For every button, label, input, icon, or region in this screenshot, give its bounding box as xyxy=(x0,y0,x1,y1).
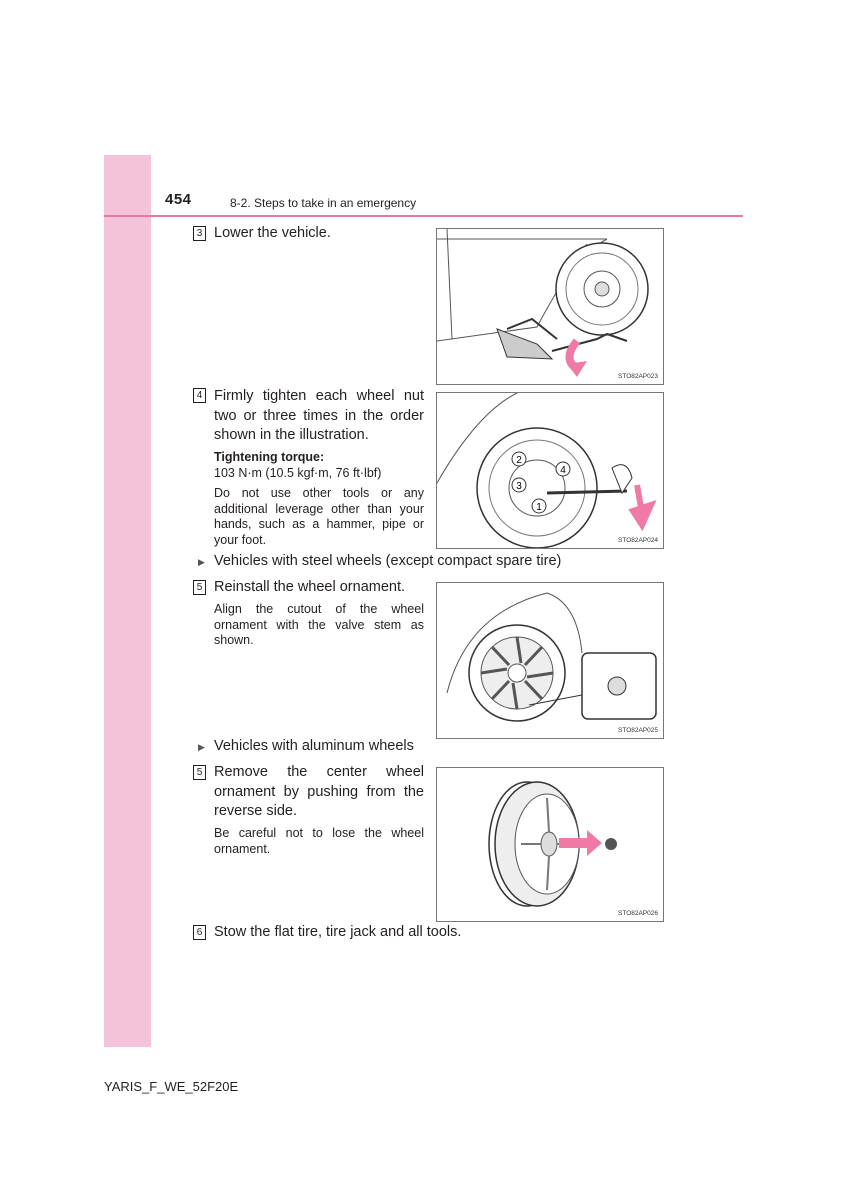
wheel-ornament-illustration xyxy=(437,583,663,738)
step-3-text: Lower the vehicle. xyxy=(214,225,331,241)
lower-vehicle-illustration xyxy=(437,229,663,384)
figure-id: STO82AP024 xyxy=(618,537,658,544)
step-number-5: 5 xyxy=(193,765,206,780)
figure-id: STO82AP026 xyxy=(618,910,658,917)
document-code: YARIS_F_WE_52F20E xyxy=(104,1079,239,1094)
figure-tighten-nuts xyxy=(436,392,664,549)
step-5-note: Align the cutout of the wheel ornament with the valve stem as shown. xyxy=(214,602,424,647)
step-number-4: 4 xyxy=(193,388,206,403)
figure-wheel-ornament xyxy=(436,582,664,739)
figure-lower-vehicle xyxy=(436,228,664,385)
step-number-6: 6 xyxy=(193,925,206,940)
figure-id: STO82AP023 xyxy=(618,373,658,380)
step-6-text: Stow the flat tire, tire jack and all tools. xyxy=(214,924,462,940)
step-5-alu-text: Remove the center wheel ornament by pushing from the reverse side. xyxy=(214,764,424,819)
step-number-3: 3 xyxy=(193,226,206,241)
section-title: 8-2. Steps to take in an emergency xyxy=(230,196,417,210)
triangle-bullet-icon: ▶ xyxy=(198,557,205,567)
subheading-steel-wheels: Vehicles with steel wheels (except compact spare tire) xyxy=(214,553,562,569)
torque-value: 103 N·m (10.5 kgf·m, 76 ft·lbf) xyxy=(214,466,382,480)
side-tab xyxy=(104,155,151,1047)
step-number-5: 5 xyxy=(193,580,206,595)
nut-label-2: 2 xyxy=(516,455,522,466)
triangle-bullet-icon: ▶ xyxy=(198,742,205,752)
tighten-nuts-illustration xyxy=(437,393,663,548)
subheading-aluminum-wheels: Vehicles with aluminum wheels xyxy=(214,738,414,754)
figure-center-ornament xyxy=(436,767,664,922)
figure-id: STO82AP025 xyxy=(618,727,658,734)
page-number: 454 xyxy=(165,191,192,208)
nut-label-4: 4 xyxy=(560,465,566,476)
nut-label-1: 1 xyxy=(536,502,542,513)
step-4-text: Firmly tighten each wheel nut two or three times in the order shown in the illustration. xyxy=(214,388,424,443)
torque-label: Tightening torque: xyxy=(214,450,325,464)
center-ornament-illustration xyxy=(437,768,663,921)
nut-label-3: 3 xyxy=(516,481,522,492)
header-rule xyxy=(104,215,743,217)
step-4-note: Do not use other tools or any additional leverage other than your hands, such as a hammer, pipe or your foot. xyxy=(214,486,424,547)
step-5-text: Reinstall the wheel ornament. xyxy=(214,579,406,595)
step-5-alu-note: Be careful not to lose the wheel ornament. xyxy=(214,826,424,856)
